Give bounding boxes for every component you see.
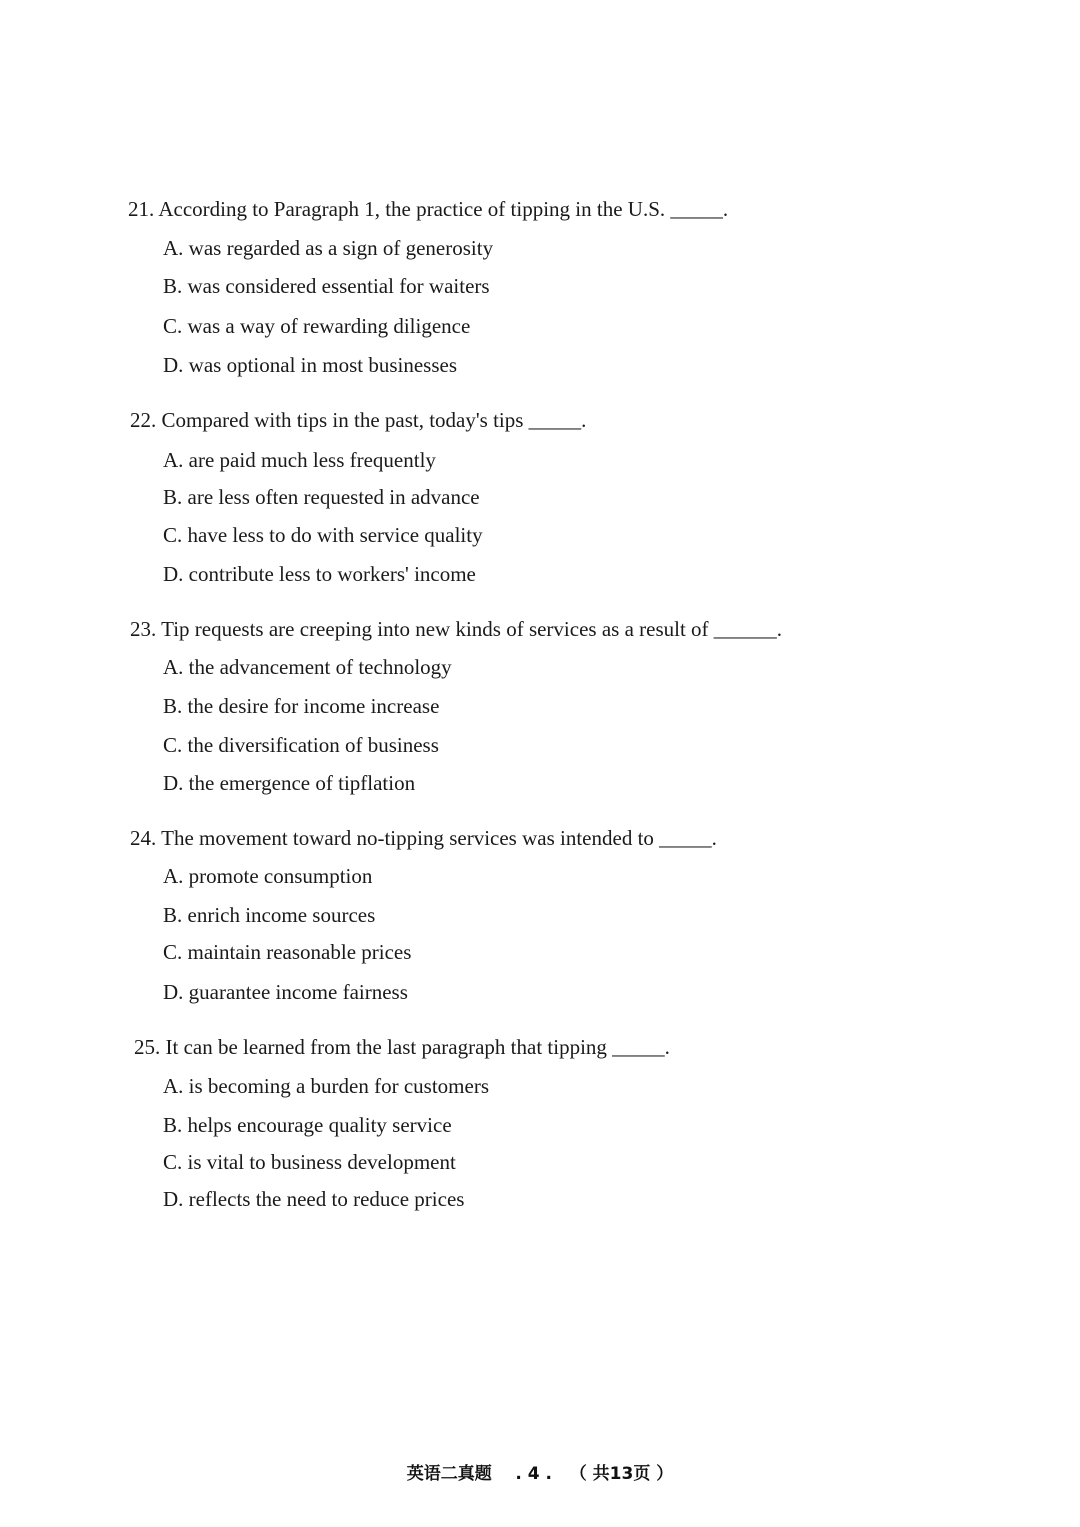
question-23-stem: 23. Tip requests are creeping into new kinds of services as a result of ______. (130, 617, 783, 641)
question-21-option-a: A. was regarded as a sign of generosity (163, 236, 494, 260)
question-24-option-c: C. maintain reasonable prices (163, 940, 412, 964)
question-21-option-d: D. was optional in most businesses (163, 353, 457, 377)
question-24-option-d: D. guarantee income fairness (163, 980, 408, 1004)
question-21-option-c: C. was a way of rewarding diligence (163, 314, 471, 338)
question-25-option-c: C. is vital to business development (163, 1150, 456, 1174)
footer-page-number: . 4 . (515, 1464, 552, 1484)
question-24-option-b: B. enrich income sources (163, 903, 376, 927)
question-24-option-a: A. promote consumption (163, 864, 373, 888)
question-22-option-b: B. are less often requested in advance (163, 485, 480, 509)
question-25-stem: 25. It can be learned from the last paragraph that tipping _____. (134, 1035, 670, 1059)
question-21-stem: 21. According to Paragraph 1, the practice of tipping in the U.S. _____. (128, 197, 729, 221)
page-footer (0, 1462, 1080, 1486)
question-22-option-a: A. are paid much less frequently (163, 448, 436, 472)
question-23-option-c: C. the diversification of business (163, 733, 439, 757)
question-23-option-b: B. the desire for income increase (163, 694, 440, 718)
question-25-option-a: A. is becoming a burden for customers (163, 1074, 490, 1098)
footer-total-pages: （ 共13页 ） (569, 1464, 674, 1484)
question-25-option-b: B. helps encourage quality service (163, 1113, 452, 1137)
question-22-stem: 22. Compared with tips in the past, today's tips _____. (130, 408, 587, 432)
question-25-option-d: D. reflects the need to reduce prices (163, 1187, 465, 1211)
question-23-option-a: A. the advancement of technology (163, 655, 452, 679)
question-23-option-d: D. the emergence of tipflation (163, 771, 416, 795)
question-22-option-c: C. have less to do with service quality (163, 523, 483, 547)
question-22-option-d: D. contribute less to workers' income (163, 562, 476, 586)
question-21-option-b: B. was considered essential for waiters (163, 274, 490, 298)
question-24-stem: 24. The movement toward no-tipping services was intended to _____. (130, 826, 717, 850)
footer-title: 英语二真题 (406, 1464, 492, 1484)
